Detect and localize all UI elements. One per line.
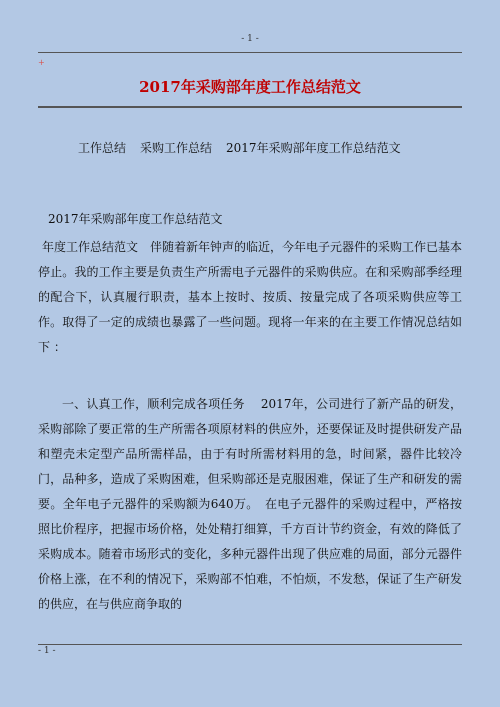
footer-rule: [38, 644, 462, 645]
paragraph: 一、认真工作，顺利完成各项任务 2017年，公司进行了新产品的研发，采购部除了要正常的生产所需各项原材料的供应外，还要保证及时提供研发产品和塑壳未定型产品所需样品，由于有时所需材料用的急，时间紧，器件比较冷门，品种多，造成了采购困难，但采购部还是克服困难，保证了生产和研发的需要。全年电子元器件的采购额为640万。 在电子元器件的采购过程中，严格按照比价程序，把握市场价格，处处精打细算，千方百计节约资金，有效的降低了采购成本。随着市场形式的变化，多种元器件出现了供应难的局面，部分元器件价格上涨，在不利的情况下，采购部不怕难，不怕烦，不发愁，保证了生产研发的供应，在与供应商争取的: [38, 397, 462, 611]
body-subtitle: 2017年采购部年度工作总结范文: [48, 212, 223, 226]
page-number-bottom: - 1 -: [38, 646, 56, 656]
corner-mark-icon: +: [38, 58, 45, 67]
paragraph: 年度工作总结范文 伴随着新年钟声的临近，今年电子元器件的采购工作已基本停止。我的工作主要是负责生产所需电子元器件的采购供应。在和采购部季经理的配合下，认真履行职责，基本上按时、按质、按量完成了各项采购供应等工作。取得了一定的成绩也暴露了一些问题。现将一年来的在主要工作情况总结如下 ：: [38, 240, 463, 354]
keyword-tags: [38, 136, 462, 160]
page-number-top: - 1 -: [241, 34, 259, 44]
tag-item: 工作总结: [78, 141, 127, 155]
title-rule: [38, 106, 462, 108]
document-page: [38, 24, 462, 684]
document-title: 2017年采购部年度工作总结范文: [139, 78, 361, 96]
tag-item: 采购工作总结: [140, 141, 213, 155]
tag-item: 2017年采购部年度工作总结范文: [226, 141, 401, 155]
header-rule: [38, 52, 462, 53]
